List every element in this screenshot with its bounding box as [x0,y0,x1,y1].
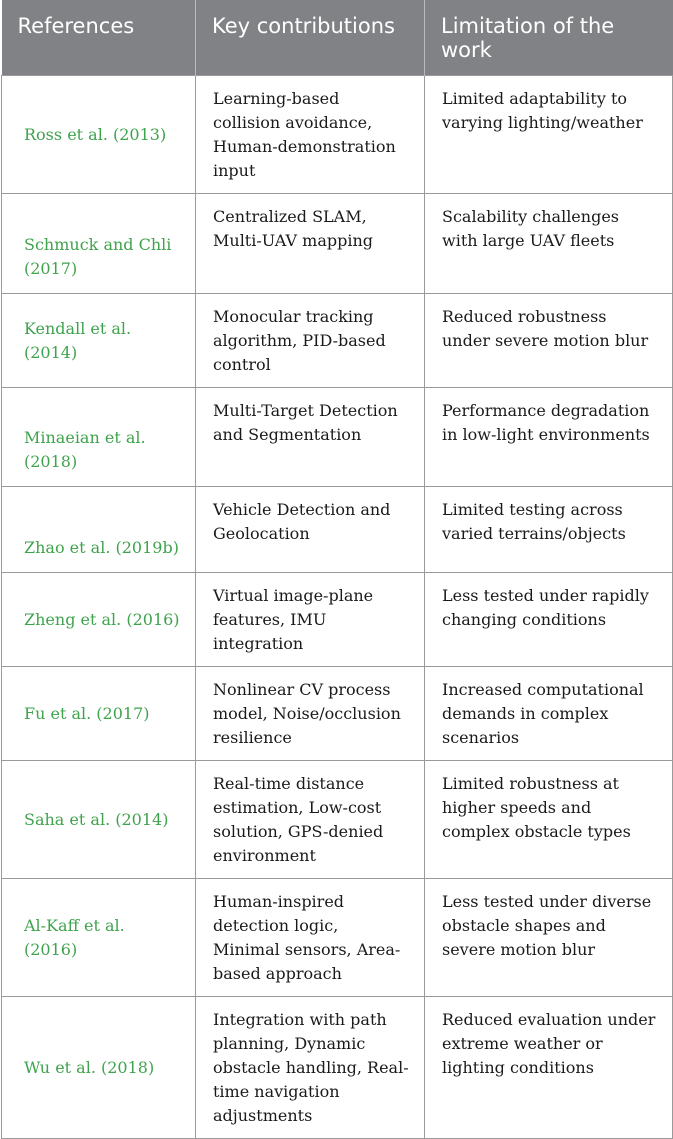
contributions-cell: Human-inspired detection logic, Minimal sensors, Area-based approach [196,879,425,997]
header-references: References [2,0,196,76]
reference-link[interactable]: Zheng et al. (2016) [2,573,196,667]
limitation-cell: Limited adaptability to varying lighting/weather [425,76,673,194]
table-body [2,76,673,1139]
reference-link[interactable]: Fu et al. (2017) [2,667,196,761]
limitation-cell: Scalability challenges with large UAV fleets [425,194,673,294]
table-row [2,388,673,487]
reference-link[interactable]: Wu et al. (2018) [2,997,196,1139]
reference-link[interactable]: Minaeian et al. (2018) [2,388,196,487]
header-limitation: Limitation of the work [425,0,673,76]
limitation-cell: Less tested under diverse obstacle shapes and severe motion blur [425,879,673,997]
contributions-cell: Virtual image-plane features, IMU integration [196,573,425,667]
reference-link[interactable]: Kendall et al. (2014) [2,294,196,388]
contributions-cell: Integration with path planning, Dynamic obstacle handling, Real-time navigation adjustments [196,997,425,1139]
contributions-cell: Multi-Target Detection and Segmentation [196,388,425,487]
contributions-cell: Nonlinear CV process model, Noise/occlusion resilience [196,667,425,761]
contributions-cell: Learning-based collision avoidance, Human-demonstration input [196,76,425,194]
limitation-cell: Performance degradation in low-light environments [425,388,673,487]
reference-link[interactable]: Zhao et al. (2019b) [2,487,196,573]
limitation-cell: Reduced evaluation under extreme weather or lighting conditions [425,997,673,1139]
reference-link[interactable]: Al-Kaff et al. (2016) [2,879,196,997]
table-row [2,761,673,879]
reference-link[interactable]: Saha et al. (2014) [2,761,196,879]
table-row [2,573,673,667]
references-table [1,0,673,1139]
table-row [2,879,673,997]
table-row [2,667,673,761]
contributions-cell: Monocular tracking algorithm, PID-based control [196,294,425,388]
contributions-cell: Real-time distance estimation, Low-cost solution, GPS-denied environment [196,761,425,879]
table-row [2,76,673,194]
header-key-contributions: Key contributions [196,0,425,76]
table-row [2,997,673,1139]
contributions-cell: Centralized SLAM, Multi-UAV mapping [196,194,425,294]
references-table-container [1,0,672,1139]
reference-link[interactable]: Ross et al. (2013) [2,76,196,194]
limitation-cell: Increased computational demands in complex scenarios [425,667,673,761]
table-header [2,0,673,76]
limitation-cell: Limited robustness at higher speeds and complex obstacle types [425,761,673,879]
contributions-cell: Vehicle Detection and Geolocation [196,487,425,573]
limitation-cell: Reduced robustness under severe motion blur [425,294,673,388]
reference-link[interactable]: Schmuck and Chli (2017) [2,194,196,294]
header-row [2,0,673,76]
limitation-cell: Less tested under rapidly changing conditions [425,573,673,667]
table-row [2,487,673,573]
limitation-cell: Limited testing across varied terrains/objects [425,487,673,573]
table-row [2,294,673,388]
table-row [2,194,673,294]
